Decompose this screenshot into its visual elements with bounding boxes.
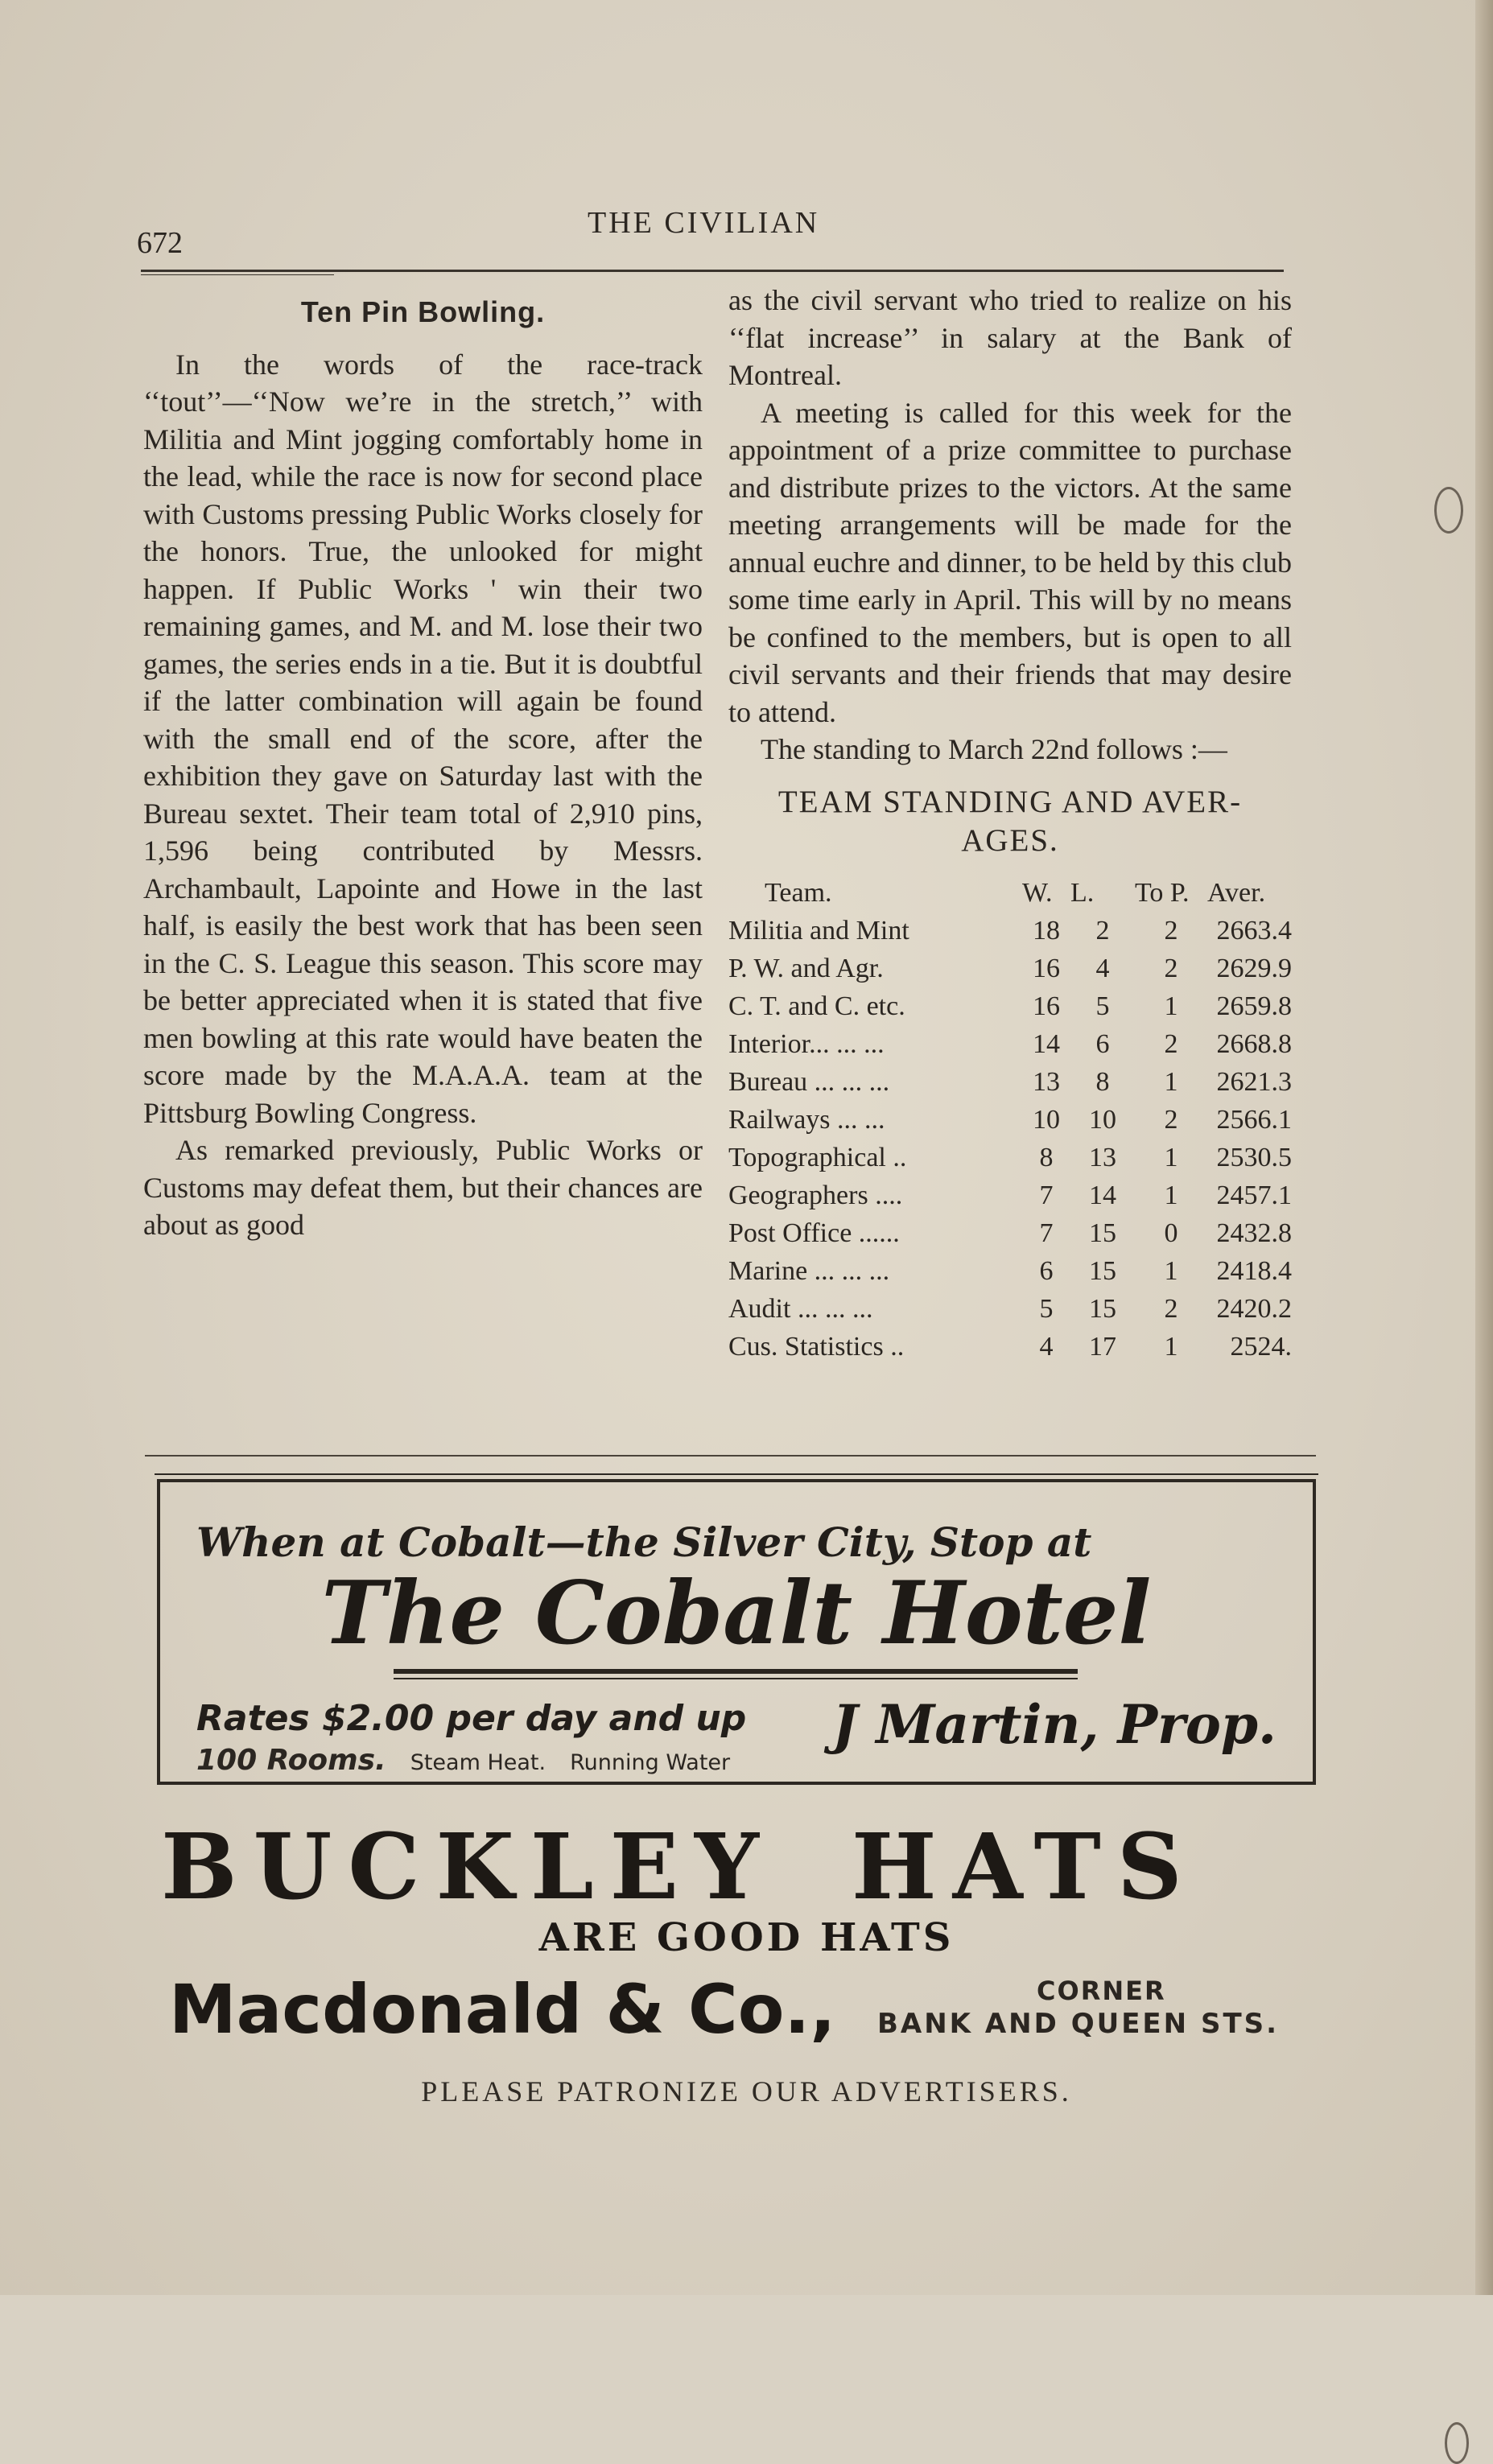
hotel-rates: Rates $2.00 per day and up (196, 1698, 747, 1739)
running-head (137, 201, 1304, 260)
standings-cell-average: 2420.2 (1216, 1293, 1292, 1324)
header-rule (141, 270, 1284, 272)
article-title: Ten Pin Bowling. (300, 295, 546, 328)
header-won: W. (1022, 877, 1053, 908)
standings-cell-team-name: Interior... ... ... (728, 1028, 885, 1059)
standings-cell-team-name: Militia and Mint (728, 915, 909, 946)
article-paragraph: as the civil servant who tried to realize on his ‘‘flat increase’’ in salary at the Bank of Montreal. (728, 284, 1292, 391)
standings-body (728, 913, 1292, 1366)
standings-title-line: AGES. (961, 822, 1059, 858)
page-edge-mark-icon (1445, 2422, 1469, 2464)
standings-cell-losses: 8 (1095, 1066, 1110, 1097)
article-paragraph: In the words of the race-track ‘‘tout’’—‘‘Now we’re in the stretch,’’ with Militia and Mint jogging comfortably home in the lead, while the race is now for second place with Customs pressing Public Works closely for the honors. True, the unlooked for might happen. If Public Works ' win their two remaining games, and M. and M. lose their two games, the series ends in a tie. But it is doubtful if the latter combination will again be found with the small end of the score, after the exhibition they gave on Saturday last with the Bureau sextet. Their team total of 2,910 pins, 1,596 being contributed by Messrs. Archambault, Lapointe and Howe in the last half, is easily the best work that has been seen in the C. S. League this season. This score may be better appreciated when it is stated that five men bowling at this rate would have beaten the score made by the M.A.A.A. team at the Pittsburg Bowling Congress. (143, 348, 703, 1129)
standings-cell-wins: 16 (1033, 991, 1060, 1021)
standings-cell-average: 2457.1 (1216, 1180, 1292, 1210)
right-column (728, 282, 1292, 1366)
page-edge-mark-icon (1434, 487, 1463, 534)
standings-row (728, 1177, 1292, 1215)
dealer-address (877, 1976, 1344, 2048)
standings-cell-average: 2524. (1230, 1331, 1292, 1362)
standings-cell-to-play: 2 (1164, 1028, 1178, 1059)
header-team: Team. (765, 877, 832, 908)
left-column (143, 294, 703, 1244)
standings-cell-average: 2432.8 (1216, 1218, 1292, 1248)
standings-cell-wins: 14 (1033, 1028, 1060, 1059)
patronize-notice: PLEASE PATRONIZE OUR ADVERTISERS. (421, 2075, 1072, 2108)
standings-cell-losses: 17 (1089, 1331, 1116, 1362)
header-average: Aver. (1207, 877, 1266, 908)
standings-cell-losses: 4 (1095, 953, 1110, 983)
hats-slogan: ARE GOOD HATS (538, 1915, 955, 1960)
article-paragraph: As remarked previously, Public Works or Customs may defeat them, but their chances are about as good (143, 1134, 703, 1241)
standings-cell-average: 2566.1 (1216, 1104, 1292, 1135)
dealer-address-corner: CORNER (1037, 1976, 1166, 2006)
standings-cell-average: 2621.3 (1216, 1066, 1292, 1097)
standings-cell-wins: 7 (1039, 1180, 1054, 1210)
standings-cell-team-name: Audit ... ... ... (728, 1293, 873, 1324)
standings-title-line: TEAM STANDING AND AVER- (777, 784, 1243, 819)
hotel-proprietor: J Martin, Prop. (832, 1693, 1276, 1756)
standings-cell-to-play: 2 (1164, 953, 1178, 983)
hotel-name: The Cobalt Hotel (321, 1563, 1152, 1664)
journal-title: THE CIVILIAN (588, 206, 820, 240)
standings-cell-team-name: Topographical .. (728, 1142, 907, 1172)
hats-brand-name: BUCKLEY (161, 1815, 775, 1920)
standings-row (728, 1102, 1292, 1139)
standings-cell-wins: 8 (1039, 1142, 1054, 1172)
standings-cell-wins: 16 (1033, 953, 1060, 983)
hotel-name-underline (394, 1669, 1078, 1674)
standings-row (728, 913, 1292, 950)
standings-cell-to-play: 1 (1164, 1066, 1178, 1097)
standings-cell-team-name: Geographers .... (728, 1180, 903, 1210)
standings-row (728, 1026, 1292, 1064)
standings-cell-losses: 2 (1095, 915, 1110, 946)
hotel-name-underline-thin (394, 1678, 1078, 1679)
standings-row (728, 988, 1292, 1026)
standings-title (728, 783, 1292, 860)
hotel-feature: Steam Heat. (410, 1750, 546, 1775)
hats-brand-word: HATS (851, 1815, 1198, 1920)
standings-cell-wins: 7 (1039, 1218, 1054, 1248)
standings-cell-losses: 15 (1089, 1218, 1116, 1248)
standings-cell-average: 2663.4 (1216, 915, 1292, 946)
header-to-play: To P. (1135, 877, 1190, 908)
header-lost: L. (1070, 877, 1095, 908)
standings-cell-losses: 15 (1089, 1255, 1116, 1286)
standings-cell-team-name: Railways ... ... (728, 1104, 885, 1135)
standings-row (728, 1064, 1292, 1102)
hotel-feature: Running Water (570, 1750, 731, 1775)
standings-cell-average: 2530.5 (1216, 1142, 1292, 1172)
standings-cell-wins: 10 (1033, 1104, 1060, 1135)
standings-cell-losses: 14 (1089, 1180, 1116, 1210)
hotel-advertisement (157, 1479, 1316, 1785)
hotel-rooms: 100 Rooms. (196, 1744, 386, 1777)
standings-cell-to-play: 2 (1164, 1293, 1178, 1324)
standings-cell-average: 2418.4 (1216, 1255, 1292, 1286)
standings-cell-wins: 6 (1039, 1255, 1054, 1286)
standings-cell-to-play: 1 (1164, 1142, 1178, 1172)
ad-top-rule (155, 1473, 1318, 1475)
standings-cell-to-play: 1 (1164, 991, 1178, 1021)
standings-cell-wins: 5 (1039, 1293, 1054, 1324)
article-paragraph: A meeting is called for this week for the appointment of a prize committee to purchase and distribute prizes to the victors. At the same meeting arrangements will be made for the annual euchre and dinner, to be held by this club some time early in April. This will by no means be confined to the members, but is open to all civil servants and their friends that may desire to attend. (728, 396, 1292, 728)
standings-cell-to-play: 0 (1164, 1218, 1178, 1248)
standings-cell-average: 2668.8 (1216, 1028, 1292, 1059)
standings-cell-to-play: 1 (1164, 1180, 1178, 1210)
standings-cell-losses: 15 (1089, 1293, 1116, 1324)
standings-cell-average: 2659.8 (1216, 991, 1292, 1021)
standings-cell-team-name: P. W. and Agr. (728, 953, 884, 983)
article-paragraph: The standing to March 22nd follows :— (761, 733, 1227, 765)
standings-cell-to-play: 1 (1164, 1331, 1178, 1362)
standings-cell-to-play: 2 (1164, 1104, 1178, 1135)
standings-cell-losses: 10 (1089, 1104, 1116, 1135)
standings-cell-losses: 6 (1095, 1028, 1110, 1059)
standings-header-row (728, 875, 1292, 913)
standings-cell-losses: 5 (1095, 991, 1110, 1021)
standings-cell-wins: 18 (1033, 915, 1060, 946)
standings-table (728, 875, 1292, 1366)
standings-row (728, 950, 1292, 988)
hotel-tagline: When at Cobalt—the Silver City, Stop at (196, 1518, 1092, 1566)
standings-cell-to-play: 1 (1164, 1255, 1178, 1286)
standings-cell-wins: 4 (1039, 1331, 1054, 1362)
standings-cell-team-name: Cus. Statistics .. (728, 1331, 905, 1362)
page-number: 672 (137, 226, 183, 260)
column-end-rule (145, 1455, 1316, 1457)
standings-row (728, 1139, 1292, 1177)
standings-cell-team-name: Bureau ... ... ... (728, 1066, 890, 1097)
standings-row (728, 1253, 1292, 1291)
standings-cell-team-name: C. T. and C. etc. (728, 991, 905, 1021)
dealer-address-streets: BANK AND QUEEN STS. (877, 2008, 1280, 2040)
standings-cell-wins: 13 (1033, 1066, 1060, 1097)
standings-row (728, 1215, 1292, 1253)
hotel-amenities (196, 1744, 730, 1777)
standings-cell-team-name: Marine ... ... ... (728, 1255, 890, 1286)
header-rule-thin (141, 274, 334, 275)
standings-row (728, 1329, 1292, 1366)
hats-brand (161, 1815, 1324, 1920)
standings-cell-losses: 13 (1089, 1142, 1116, 1172)
hats-dealer: Macdonald & Co., (169, 1970, 836, 2049)
standings-cell-to-play: 2 (1164, 915, 1178, 946)
standings-row (728, 1291, 1292, 1329)
standings-cell-team-name: Post Office ...... (728, 1218, 900, 1248)
standings-cell-average: 2629.9 (1216, 953, 1292, 983)
